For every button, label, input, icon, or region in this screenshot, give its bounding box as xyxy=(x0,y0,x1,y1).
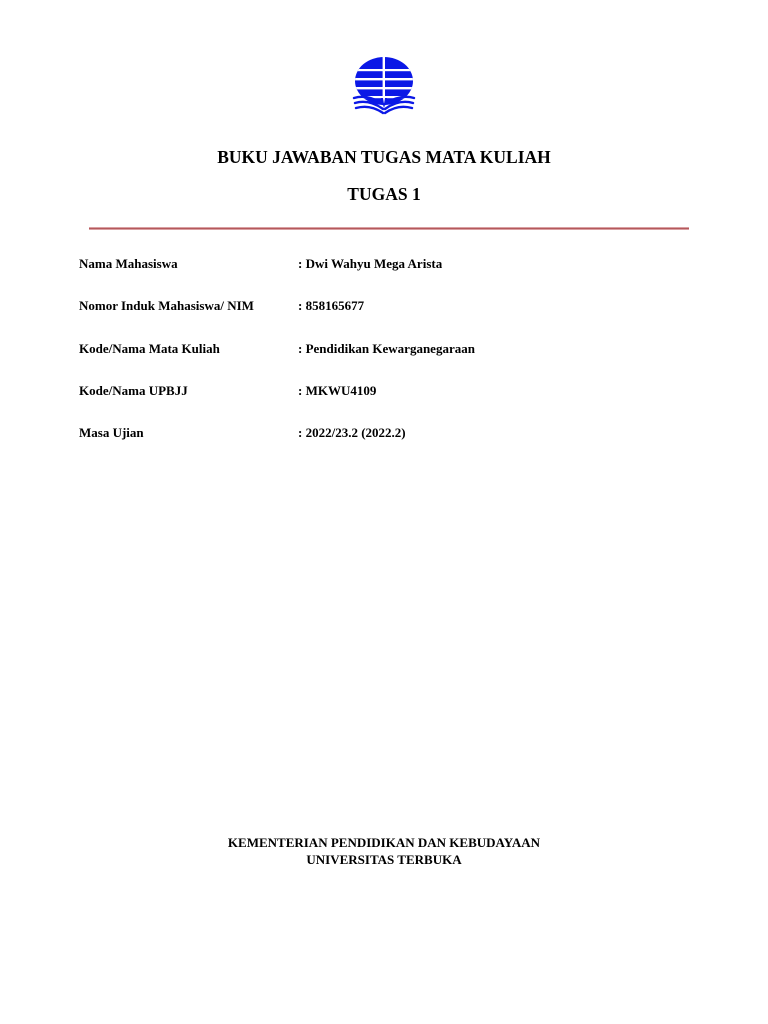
student-info-table xyxy=(79,256,699,467)
info-value: : 858165677 xyxy=(298,298,365,314)
info-value: : MKWU4109 xyxy=(298,382,377,398)
info-row-masa-ujian xyxy=(79,425,699,467)
info-row-mata-kuliah xyxy=(79,341,699,383)
info-label: Kode/Nama Mata Kuliah xyxy=(79,340,220,356)
info-row-nim xyxy=(79,298,699,340)
info-value: : Dwi Wahyu Mega Arista xyxy=(298,256,443,271)
document-title: BUKU JAWABAN TUGAS MATA KULIAH xyxy=(217,147,551,167)
info-label: Kode/Nama UPBJJ xyxy=(79,382,188,398)
ministry-name: KEMENTERIAN PENDIDIKAN DAN KEBUDAYAAN xyxy=(227,835,541,850)
document-subtitle: TUGAS 1 xyxy=(347,184,421,204)
info-label: Nomor Induk Mahasiswa/ NIM xyxy=(79,298,254,314)
header-divider xyxy=(89,227,689,230)
info-value: : 2022/23.2 (2022.2) xyxy=(298,425,406,441)
info-row-nama-mahasiswa xyxy=(79,256,699,298)
universitas-terbuka-logo-icon xyxy=(350,54,418,116)
info-row-upbjj xyxy=(79,383,699,425)
info-value: : Pendidikan Kewarganegaraan xyxy=(298,340,475,356)
university-name: UNIVERSITAS TERBUKA xyxy=(306,852,462,867)
info-label: Nama Mahasiswa xyxy=(79,256,178,271)
info-label: Masa Ujian xyxy=(79,425,144,441)
institution-footer xyxy=(0,834,768,868)
